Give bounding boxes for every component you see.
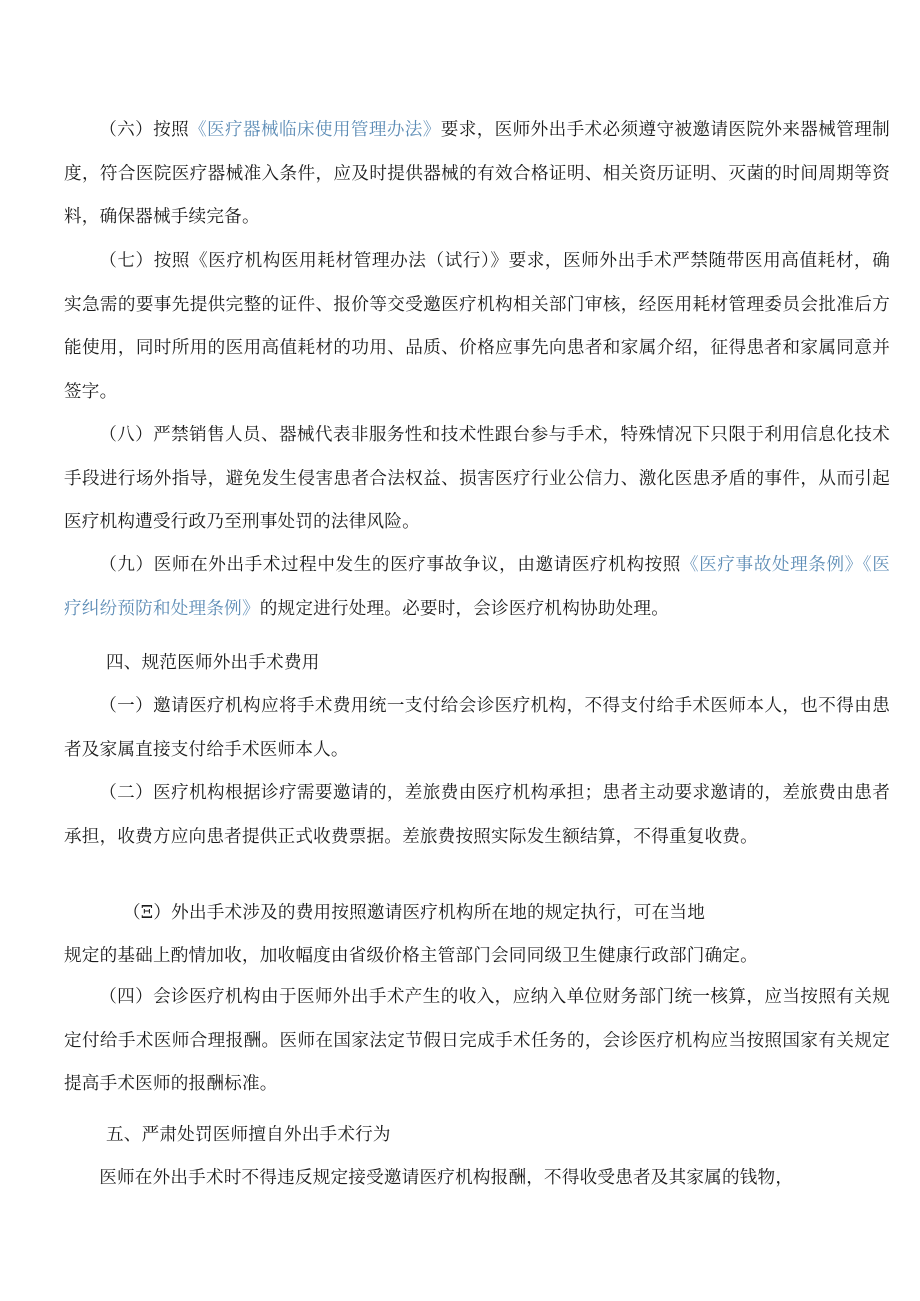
- section-4-paragraph-3-line-2: 规定的基础上酌情加收，加收幅度由省级价格主管部门会同同级卫生健康行政部门确定。: [64, 946, 758, 966]
- section-4-paragraph-3-line-1: （Ξ）外出手术涉及的费用按照邀请医疗机构所在地的规定执行，可在当地: [123, 903, 705, 923]
- section-4-paragraph-1: （一）邀请医疗机构应将手术费用统一支付给会诊医疗机构，不得支付给手术医师本人，也不得由患者及家属直接支付给手术医师本人。: [64, 696, 890, 760]
- paragraph-6-prefix: （六）按照: [99, 120, 190, 140]
- section-5-paragraph-1: 医师在外出手术时不得违反规定接受邀请医疗机构报酬，不得收受患者及其家属的钱物，: [99, 1168, 794, 1188]
- section-4-paragraph-4: （四）会诊医疗机构由于医师外出手术产生的收入，应纳入单位财务部门统一核算，应当按照有关规定付给手术医师合理报酬。医师在国家法定节假日完成手术任务的，会诊医疗机构应当按照国家有关规定提高手术医师的报酬标准。: [64, 987, 890, 1094]
- paragraph-7: （七）按照《医疗机构医用耗材管理办法（试行）》要求，医师外出手术严禁随带医用高值耗材，确实急需的要事先提供完整的证件、报价等交受邀医疗机构相关部门审核，经医用耗材管理委员会批准后方能使用，同时所用的医用高值耗材的功用、品质、价格应事先向患者和家属介绍，征得患者和家属同意并签字。: [64, 251, 890, 402]
- paragraph-9-prefix: （九）医师在外出手术过程中发生的医疗事故争议，由邀请医疗机构按照: [99, 555, 681, 575]
- section-4-paragraph-2: （二）医疗机构根据诊疗需要邀请的，差旅费由医疗机构承担；患者主动要求邀请的，差旅费由患者承担，收费方应向患者提供正式收费票据。差旅费按照实际发生额结算，不得重复收费。: [64, 783, 890, 847]
- paragraph-6: [64, 109, 890, 240]
- section-5-title: 五、严肃处罚医师擅自外出手术行为: [106, 1125, 391, 1145]
- regulation-link-accident-handling[interactable]: 《医疗事故处理条例》: [681, 555, 863, 575]
- regulation-link-dispute-prevention[interactable]: 《医疗纠纷预防和处理条例》: [64, 555, 890, 619]
- regulation-link-medical-device-use[interactable]: 《医疗器械临床使用管理办法》: [189, 120, 441, 140]
- section-4-title: 四、规范医师外出手术费用: [106, 653, 320, 673]
- paragraph-8: （八）严禁销售人员、器械代表非服务性和技术性跟台参与手术，特殊情况下只限于利用信息化技术手段进行场外指导，避免发生侵害患者合法权益、损害医疗行业公信力、激化医患矛盾的事件，从而引起医疗机构遭受行政乃至刑事处罚的法律风险。: [64, 425, 890, 532]
- paragraph-9-body: 的规定进行处理。必要时，会诊医疗机构协助处理。: [259, 598, 669, 619]
- paragraph-6-body: 要求，医师外出手术必须遵守被邀请医院外来器械管理制度，符合医院医疗器械准入条件，应及时提供器械的有效合格证明、相关资历证明、灭菌的时间周期等资料，确保器械手续完备。: [64, 120, 890, 227]
- paragraph-9: [64, 544, 890, 631]
